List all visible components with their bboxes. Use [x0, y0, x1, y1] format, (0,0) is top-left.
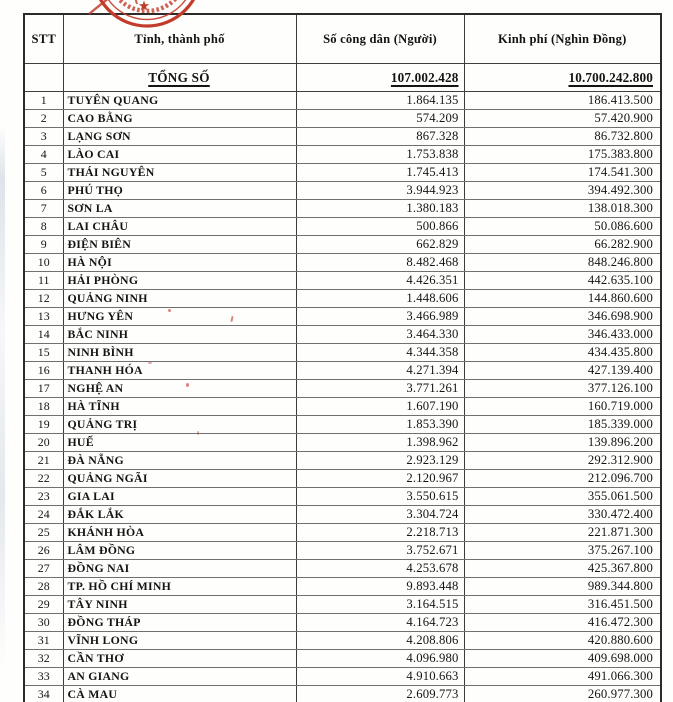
cell-budget: 185.339.000 — [464, 416, 661, 434]
cell-stt: 15 — [24, 344, 63, 362]
table-row — [24, 668, 661, 686]
cell-citizens: 1.448.606 — [296, 290, 464, 308]
total-citizens: 107.002.428 — [296, 64, 464, 92]
cell-province: QUẢNG NINH — [63, 290, 296, 308]
cell-budget: 57.420.900 — [464, 110, 661, 128]
cell-province: HÀ TĨNH — [63, 398, 296, 416]
cell-budget: 330.472.400 — [464, 506, 661, 524]
cell-stt: 11 — [24, 272, 63, 290]
table-row — [24, 614, 661, 632]
cell-citizens: 662.829 — [296, 236, 464, 254]
cell-province: PHÚ THỌ — [63, 182, 296, 200]
cell-province: CÀ MAU — [63, 686, 296, 702]
cell-stt: 7 — [24, 200, 63, 218]
cell-budget: 50.086.600 — [464, 218, 661, 236]
table-body — [24, 92, 661, 702]
table-row — [24, 344, 661, 362]
cell-stt: 29 — [24, 596, 63, 614]
ink-speck — [168, 309, 171, 312]
cell-budget: 420.880.600 — [464, 632, 661, 650]
cell-province: NINH BÌNH — [63, 344, 296, 362]
cell-province: TP. HỒ CHÍ MINH — [63, 578, 296, 596]
cell-province: LẠNG SƠN — [63, 128, 296, 146]
cell-stt: 31 — [24, 632, 63, 650]
cell-budget: 144.860.600 — [464, 290, 661, 308]
cell-stt: 18 — [24, 398, 63, 416]
cell-citizens: 3.944.923 — [296, 182, 464, 200]
cell-stt: 17 — [24, 380, 63, 398]
ink-speck — [148, 362, 152, 364]
cell-citizens: 1.864.135 — [296, 92, 464, 110]
cell-budget: 160.719.000 — [464, 398, 661, 416]
cell-budget: 375.267.100 — [464, 542, 661, 560]
cell-budget: 377.126.100 — [464, 380, 661, 398]
col-header-citizens: Số công dân (Người) — [296, 14, 464, 64]
cell-citizens: 2.218.713 — [296, 524, 464, 542]
table-row — [24, 182, 661, 200]
cell-stt: 33 — [24, 668, 63, 686]
cell-budget: 138.018.300 — [464, 200, 661, 218]
cell-stt: 12 — [24, 290, 63, 308]
cell-province: HÀ NỘI — [63, 254, 296, 272]
table-row — [24, 200, 661, 218]
cell-citizens: 4.164.723 — [296, 614, 464, 632]
cell-stt: 2 — [24, 110, 63, 128]
cell-budget: 175.383.800 — [464, 146, 661, 164]
cell-citizens: 3.164.515 — [296, 596, 464, 614]
cell-stt: 9 — [24, 236, 63, 254]
cell-stt: 5 — [24, 164, 63, 182]
cell-province: ĐÀ NẴNG — [63, 452, 296, 470]
table-row — [24, 236, 661, 254]
cell-citizens: 8.482.468 — [296, 254, 464, 272]
total-budget: 10.700.242.800 — [464, 64, 661, 92]
cell-citizens: 4.096.980 — [296, 650, 464, 668]
cell-citizens: 2.120.967 — [296, 470, 464, 488]
cell-budget: 409.698.000 — [464, 650, 661, 668]
table-row — [24, 326, 661, 344]
table-row — [24, 632, 661, 650]
cell-stt: 6 — [24, 182, 63, 200]
cell-citizens: 3.550.615 — [296, 488, 464, 506]
table-row — [24, 164, 661, 182]
cell-province: GIA LAI — [63, 488, 296, 506]
cell-stt: 21 — [24, 452, 63, 470]
cell-province: KHÁNH HÒA — [63, 524, 296, 542]
cell-stt: 3 — [24, 128, 63, 146]
table-row — [24, 506, 661, 524]
cell-province: SƠN LA — [63, 200, 296, 218]
table-row — [24, 452, 661, 470]
cell-province: BẮC NINH — [63, 326, 296, 344]
cell-province: ĐẮK LẮK — [63, 506, 296, 524]
cell-budget: 186.413.500 — [464, 92, 661, 110]
star-icon — [139, 1, 149, 11]
table-row — [24, 290, 661, 308]
cell-province: LÂM ĐỒNG — [63, 542, 296, 560]
cell-stt: 34 — [24, 686, 63, 702]
table-row — [24, 434, 661, 452]
cell-citizens: 2.609.773 — [296, 686, 464, 702]
cell-budget: 346.698.900 — [464, 308, 661, 326]
cell-province: QUẢNG NGÃI — [63, 470, 296, 488]
table-row — [24, 218, 661, 236]
cell-citizens: 4.344.358 — [296, 344, 464, 362]
total-row — [24, 64, 661, 92]
table-row — [24, 128, 661, 146]
table-row — [24, 110, 661, 128]
table-row — [24, 272, 661, 290]
cell-citizens: 574.209 — [296, 110, 464, 128]
table-row — [24, 560, 661, 578]
cell-citizens: 2.923.129 — [296, 452, 464, 470]
total-stt-empty — [24, 64, 63, 92]
scan-edge-artifact — [0, 125, 5, 670]
cell-citizens: 500.866 — [296, 218, 464, 236]
cell-stt: 19 — [24, 416, 63, 434]
province-funding-table — [23, 13, 662, 702]
cell-stt: 14 — [24, 326, 63, 344]
cell-stt: 10 — [24, 254, 63, 272]
cell-budget: 425.367.800 — [464, 560, 661, 578]
cell-budget: 355.061.500 — [464, 488, 661, 506]
total-label: TỔNG SỐ — [63, 64, 296, 92]
cell-province: AN GIANG — [63, 668, 296, 686]
cell-citizens: 3.464.330 — [296, 326, 464, 344]
table-row — [24, 362, 661, 380]
cell-budget: 66.282.900 — [464, 236, 661, 254]
cell-citizens: 1.753.838 — [296, 146, 464, 164]
table-row — [24, 398, 661, 416]
cell-province: ĐỒNG NAI — [63, 560, 296, 578]
cell-province: TÂY NINH — [63, 596, 296, 614]
cell-province: HẢI PHÒNG — [63, 272, 296, 290]
cell-citizens: 4.271.394 — [296, 362, 464, 380]
cell-budget: 416.472.300 — [464, 614, 661, 632]
cell-citizens: 1.380.183 — [296, 200, 464, 218]
cell-budget: 491.066.300 — [464, 668, 661, 686]
cell-province: THÁI NGUYÊN — [63, 164, 296, 182]
cell-budget: 394.492.300 — [464, 182, 661, 200]
cell-budget: 434.435.800 — [464, 344, 661, 362]
table-row — [24, 686, 661, 702]
table-row — [24, 650, 661, 668]
table-row — [24, 308, 661, 326]
cell-citizens: 1.398.962 — [296, 434, 464, 452]
cell-budget: 260.977.300 — [464, 686, 661, 702]
cell-citizens: 3.752.671 — [296, 542, 464, 560]
table-row — [24, 146, 661, 164]
cell-stt: 30 — [24, 614, 63, 632]
cell-province: NGHỆ AN — [63, 380, 296, 398]
cell-province: ĐIỆN BIÊN — [63, 236, 296, 254]
cell-province: LAI CHÂU — [63, 218, 296, 236]
cell-budget: 292.312.900 — [464, 452, 661, 470]
cell-stt: 23 — [24, 488, 63, 506]
cell-budget: 212.096.700 — [464, 470, 661, 488]
cell-budget: 427.139.400 — [464, 362, 661, 380]
cell-citizens: 1.745.413 — [296, 164, 464, 182]
cell-province: LÀO CAI — [63, 146, 296, 164]
cell-budget: 86.732.800 — [464, 128, 661, 146]
table-row — [24, 380, 661, 398]
table-row — [24, 542, 661, 560]
cell-citizens: 3.771.261 — [296, 380, 464, 398]
col-header-stt: STT — [24, 14, 63, 64]
cell-province: CAO BẰNG — [63, 110, 296, 128]
cell-stt: 16 — [24, 362, 63, 380]
cell-stt: 32 — [24, 650, 63, 668]
cell-citizens: 9.893.448 — [296, 578, 464, 596]
cell-citizens: 3.466.989 — [296, 308, 464, 326]
cell-stt: 25 — [24, 524, 63, 542]
cell-budget: 316.451.500 — [464, 596, 661, 614]
ink-speck — [197, 431, 199, 435]
cell-budget: 848.246.800 — [464, 254, 661, 272]
cell-province: ĐỒNG THÁP — [63, 614, 296, 632]
cell-stt: 28 — [24, 578, 63, 596]
cell-province: VĨNH LONG — [63, 632, 296, 650]
cell-province: HƯNG YÊN — [63, 308, 296, 326]
table-row — [24, 470, 661, 488]
cell-stt: 22 — [24, 470, 63, 488]
cell-stt: 20 — [24, 434, 63, 452]
table-row — [24, 488, 661, 506]
cell-budget: 989.344.800 — [464, 578, 661, 596]
cell-province: TUYÊN QUANG — [63, 92, 296, 110]
cell-province: THANH HÓA — [63, 362, 296, 380]
cell-stt: 8 — [24, 218, 63, 236]
cell-citizens: 4.426.351 — [296, 272, 464, 290]
cell-budget: 442.635.100 — [464, 272, 661, 290]
table-row — [24, 416, 661, 434]
cell-budget: 346.433.000 — [464, 326, 661, 344]
cell-province: QUẢNG TRỊ — [63, 416, 296, 434]
cell-budget: 139.896.200 — [464, 434, 661, 452]
cell-stt: 4 — [24, 146, 63, 164]
cell-province: CẦN THƠ — [63, 650, 296, 668]
col-header-budget: Kinh phí (Nghìn Đồng) — [464, 14, 661, 64]
ink-speck — [186, 383, 189, 387]
cell-citizens: 3.304.724 — [296, 506, 464, 524]
cell-citizens: 4.253.678 — [296, 560, 464, 578]
cell-stt: 26 — [24, 542, 63, 560]
cell-citizens: 867.328 — [296, 128, 464, 146]
table-row — [24, 596, 661, 614]
cell-province: HUẾ — [63, 434, 296, 452]
table-row — [24, 524, 661, 542]
cell-budget: 174.541.300 — [464, 164, 661, 182]
cell-budget: 221.871.300 — [464, 524, 661, 542]
table-row — [24, 92, 661, 110]
table-row — [24, 254, 661, 272]
cell-citizens: 4.910.663 — [296, 668, 464, 686]
cell-stt: 24 — [24, 506, 63, 524]
table-row — [24, 578, 661, 596]
table-header — [24, 14, 661, 64]
cell-citizens: 1.607.190 — [296, 398, 464, 416]
cell-citizens: 4.208.806 — [296, 632, 464, 650]
col-header-province: Tỉnh, thành phố — [63, 14, 296, 64]
cell-stt: 1 — [24, 92, 63, 110]
cell-stt: 27 — [24, 560, 63, 578]
cell-stt: 13 — [24, 308, 63, 326]
cell-citizens: 1.853.390 — [296, 416, 464, 434]
